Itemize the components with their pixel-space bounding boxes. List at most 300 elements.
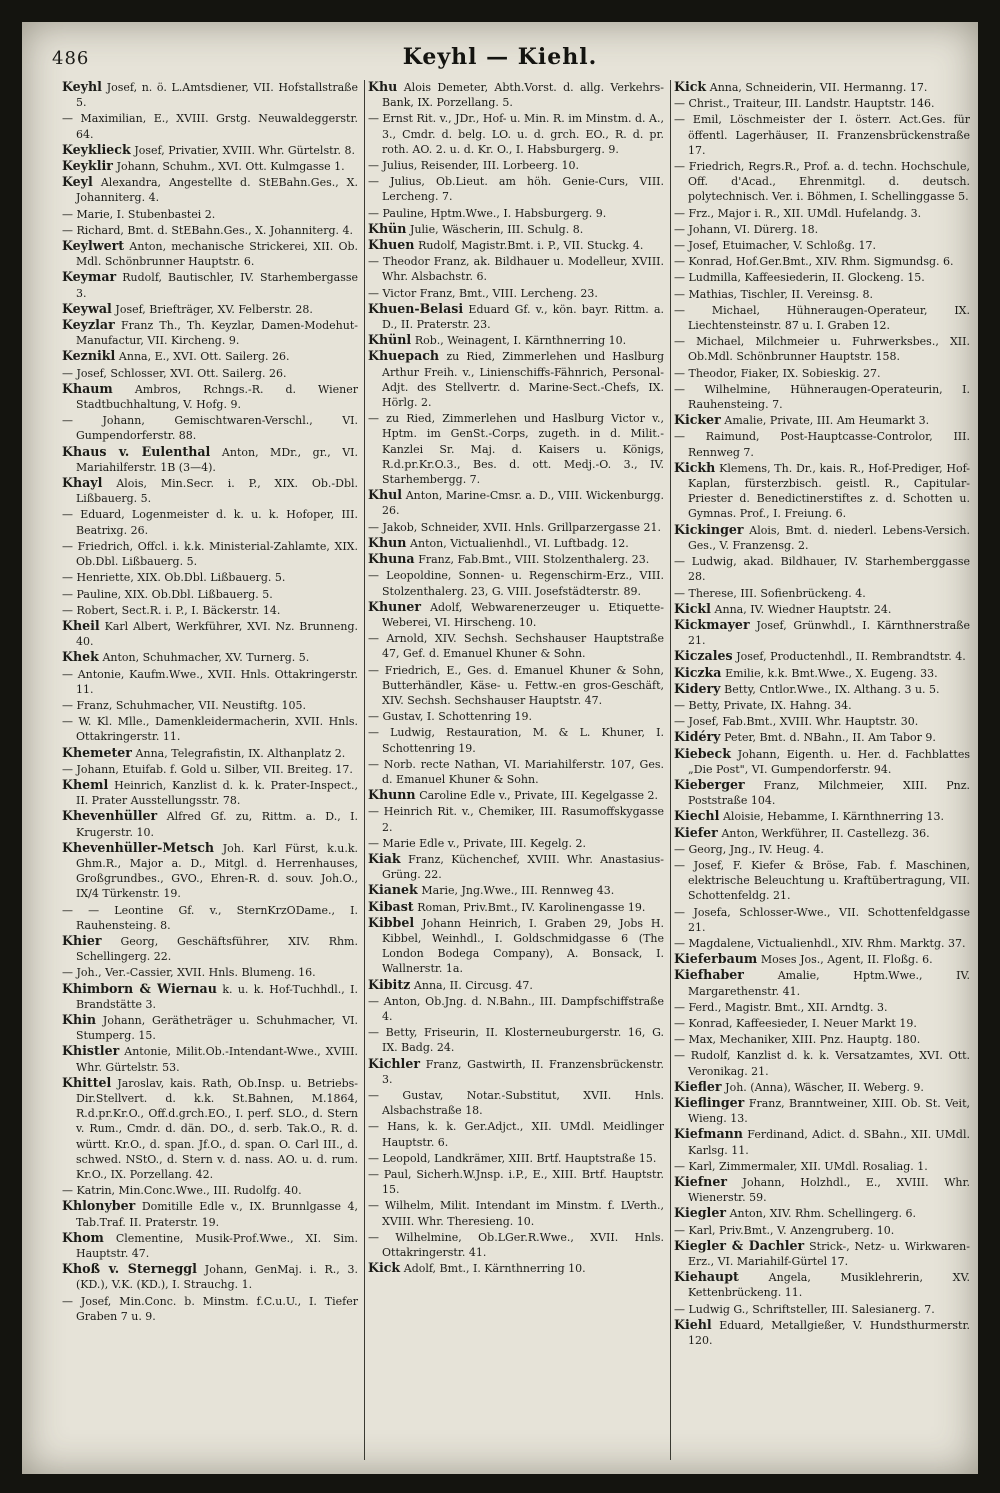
entry-details: Peter, Bmt. d. NBahn., II. Am Tabor 9.: [724, 731, 936, 745]
directory-entry: [674, 334, 970, 364]
entry-details: — Pauline, Hptm.Wwe., I. Habsburgerg. 9.: [368, 206, 607, 220]
entry-surname: Keylwert: [62, 238, 125, 254]
entry-details: — W. Kl. Mlle., Damenkleidermacherin, XVII. Hnls. Ottakringerstr. 11.: [62, 715, 358, 744]
entry-surname: Kieberger: [674, 776, 745, 792]
directory-entry: [368, 222, 664, 237]
entry-details: Johann Heinrich, I. Graben 29, Jobs H. Kibbel, Weinhdl., I. Goldschmidgasse 6 (The London Bodega Company), A. Bonsack, I. Wallnerstr. 1a.: [382, 916, 664, 976]
directory-entry: [674, 1127, 970, 1157]
directory-entry: [62, 778, 358, 808]
entry-details: Emilie, k.k. Bmt.Wwe., X. Eugeng. 33.: [725, 666, 938, 680]
entry-surname: Kickinger: [674, 521, 744, 537]
entry-surname: Kiegler: [674, 1205, 726, 1221]
directory-entry: [62, 1262, 358, 1292]
directory-entry: [674, 1239, 970, 1269]
entry-details: — Marie Edle v., Private, III. Kegelg. 2.: [368, 836, 587, 850]
entry-details: — Magdalene, Victualienhdl., XIV. Rhm. Marktg. 37.: [674, 936, 966, 950]
entry-details: Franz, Gastwirth, II. Franzensbrückenstr. 3.: [382, 1057, 664, 1086]
directory-entry: [368, 1119, 664, 1149]
entry-surname: Kickmayer: [674, 616, 750, 632]
directory-entry: [62, 223, 358, 238]
directory-entry: [368, 852, 664, 882]
entry-surname: Khu: [368, 80, 398, 94]
directory-entry: [674, 936, 970, 951]
directory-entry: [674, 413, 970, 428]
entry-details: — Theodor Franz, ak. Bildhauer u. Modelleur, XVIII. Whr. Alsbachstr. 6.: [368, 255, 664, 284]
entry-details: Johann, Holzhdl., E., XVIII. Whr. Wienerstr. 59.: [688, 1176, 970, 1205]
entry-details: — Konrad, Hof.Ger.Bmt., XIV. Rhm. Sigmundsg. 6.: [674, 255, 954, 269]
directory-entry: [62, 445, 358, 475]
entry-details: — Frz., Major i. R., XII. UMdl. Hufelandg. 3.: [674, 206, 922, 220]
directory-entry: [62, 587, 358, 602]
directory-entry: [674, 952, 970, 967]
directory-entry: [62, 318, 358, 348]
entry-surname: Keyklieck: [62, 141, 131, 157]
directory-entry: [674, 1318, 970, 1348]
directory-entry: [368, 174, 664, 204]
entry-surname: Kheil: [62, 617, 100, 633]
directory-entry: [62, 413, 358, 443]
directory-entry: [674, 826, 970, 841]
directory-entry: [62, 302, 358, 317]
entry-details: — Raimund, Post-Hauptcasse-Controlor, III. Rennweg 7.: [674, 430, 970, 459]
entry-details: — Josef, F. Kiefer & Bröse, Fab. f. Maschinen, elektrische Beleuchtung u. Kraftübertragung, VII. Schottenfeldg. 21.: [674, 858, 970, 903]
directory-entry: [62, 507, 358, 537]
entry-details: — Betty, Friseurin, II. Klosterneuburgerstr. 16, G. IX. Badg. 24.: [368, 1026, 664, 1055]
directory-entry: [62, 175, 358, 205]
directory-entry: [674, 1080, 970, 1095]
entry-details: Rudolf, Bautischler, IV. Starhembergasse 3.: [76, 271, 358, 300]
directory-entry: [368, 1088, 664, 1118]
directory-entry: [368, 238, 664, 253]
directory-entry: [368, 1167, 664, 1197]
entry-details: Anton, Victualienhdl., VI. Luftbadg. 12.: [410, 536, 629, 550]
entry-details: — Ludmilla, Kaffeesiederin, II. Glockeng. 15.: [674, 271, 925, 285]
entry-details: — Henriette, XIX. Ob.Dbl. Lißbauerg. 5.: [62, 571, 286, 585]
directory-entry: [368, 488, 664, 518]
entry-details: — Michael, Hühneraugen-Operateur, IX. Liechtensteinstr. 87 u. I. Graben 12.: [674, 303, 970, 333]
column-left: [62, 80, 358, 1460]
entry-details: — Johann, Gemischtwaren-Verschl., VI. Gumpendorferstr. 88.: [62, 414, 358, 443]
entry-details: Rob., Weinagent, I. Kärnthnerring 10.: [414, 334, 627, 348]
entry-surname: Khistler: [62, 1043, 120, 1059]
entry-surname: Keyzlar: [62, 317, 115, 333]
entry-surname: Kiefner: [674, 1174, 727, 1190]
entry-details: Johann, Eigenth. u. Her. d. Fachblattes „Die Post", VI. Gumpendorferstr. 94.: [688, 747, 970, 776]
entry-surname: Khlonyber: [62, 1198, 136, 1214]
directory-entry: [62, 366, 358, 381]
entry-surname: Kiak: [368, 850, 401, 866]
entry-surname: Kiechl: [674, 808, 720, 824]
entry-surname: Khittel: [62, 1074, 112, 1090]
entry-details: Karl Albert, Werkführer, XVI. Nz. Brunneng. 40.: [76, 619, 358, 649]
entry-surname: Kick: [368, 1260, 401, 1276]
entry-details: Rudolf, Magistr.Bmt. i. P., VII. Stuckg. 4.: [418, 239, 644, 253]
column-right: [674, 80, 970, 1460]
entry-details: — Joh., Ver.-Cassier, XVII. Hnls. Blumeng. 16.: [62, 966, 316, 980]
directory-entry: [368, 709, 664, 724]
entry-details: Clementine, Musik-Prof.Wwe., XI. Sim. Hauptstr. 47.: [76, 1231, 358, 1261]
directory-entry: [368, 333, 664, 348]
entry-details: Franz, Branntweiner, XIII. Ob. St. Veit, Wieng. 13.: [688, 1097, 970, 1126]
entry-details: Franz, Fab.Bmt., VIII. Stolzenthalerg. 23.: [418, 553, 650, 567]
directory-entry: [62, 476, 358, 506]
directory-entry: [674, 1302, 970, 1317]
entry-surname: Khevenhüller: [62, 808, 158, 824]
entry-details: Anna, E., XVI. Ott. Sailerg. 26.: [118, 350, 290, 364]
directory-entry: [368, 836, 664, 851]
entry-details: Josef, Productenhdl., II. Rembrandtstr. 4.: [736, 650, 966, 664]
column-divider: [364, 80, 365, 1460]
column-middle: [368, 80, 664, 1460]
entry-details: — Ferd., Magistr. Bmt., XII. Arndtg. 3.: [674, 1000, 888, 1014]
entry-surname: Kiczka: [674, 664, 722, 680]
entry-details: — Michael, Milchmeier u. Fuhrwerksbes., XII. Ob.Mdl. Schönbrunner Hauptstr. 158.: [674, 335, 970, 364]
directory-entry: [62, 965, 358, 980]
entry-surname: Khevenhüller-Metsch: [62, 839, 215, 855]
entry-surname: Khuen-Belasi: [368, 300, 464, 316]
directory-entry: [674, 1048, 970, 1078]
entry-details: Adolf, Webwarenerzeuger u. Etiquette-Weberei, VI. Hirscheng. 10.: [382, 600, 664, 629]
directory-entry: [62, 1199, 358, 1229]
entry-details: — Emil, Löschmeister der I. österr. Act.Ges. für öffentl. Lagerhäuser, II. Franzensbrückenstraße 17.: [674, 113, 970, 157]
directory-entry: [674, 1159, 970, 1174]
entry-details: Anton, mechanische Strickerei, XII. Ob. Mdl. Schönbrunner Hauptstr. 6.: [76, 240, 358, 269]
directory-entry: [674, 618, 970, 648]
entry-surname: Kidéry: [674, 729, 721, 745]
entry-details: k. u. k. Hof-Tuchhdl., I. Brandstätte 3.: [76, 982, 358, 1011]
directory-entry: [674, 649, 970, 664]
entry-details: Roman, Priv.Bmt., IV. Karolinengasse 19.: [417, 900, 646, 914]
entry-details: — Konrad, Kaffeesieder, I. Neuer Markt 19.: [674, 1016, 917, 1030]
directory-entry: [62, 714, 358, 744]
entry-details: — Friedrich, Offcl. i. k.k. Ministerial-Zahlamte, XIX. Ob.Dbl. Lißbauerg. 5.: [62, 539, 358, 569]
directory-entry: [674, 730, 970, 745]
entry-details: Amalie, Hptm.Wwe., IV. Margarethenstr. 41.: [688, 969, 970, 998]
directory-entry: [368, 978, 664, 993]
entry-details: Heinrich, Kanzlist d. k. k. Prater-Inspect., II. Prater Ausstellungsstr. 78.: [76, 778, 358, 808]
directory-entry: [674, 112, 970, 158]
directory-entry: [62, 1076, 358, 1182]
directory-entry: [62, 762, 358, 777]
directory-entry: [674, 554, 970, 584]
entry-surname: Kickh: [674, 459, 716, 475]
entry-details: — Maximilian, E., XVIII. Grstg. Neuwaldeggerstr. 64.: [62, 112, 358, 141]
directory-entry: [674, 222, 970, 237]
directory-entry: [674, 905, 970, 935]
entry-details: Angela, Musiklehrerin, XV. Kettenbrückeng. 11.: [688, 1271, 970, 1300]
directory-entry: [674, 270, 970, 285]
entry-details: — Josefa, Schlosser-Wwe., VII. Schottenfeldgasse 21.: [674, 905, 970, 934]
entry-details: Alois Demeter, Abth.Vorst. d. allg. Verkehrs-Bank, IX. Porzellang. 5.: [382, 81, 664, 110]
column-divider: [670, 80, 671, 1460]
entry-details: Amalie, Private, III. Am Heumarkt 3.: [724, 414, 930, 428]
entry-details: Alfred Gf. zu, Rittm. a. D., I. Krugerstr. 10.: [76, 810, 358, 839]
directory-entry: [368, 1198, 664, 1228]
entry-details: Josef, Grünwhdl., I. Kärnthnerstraße 21.: [688, 618, 970, 648]
entry-details: Josef, Privatier, XVIII. Whr. Gürtelstr. 8.: [134, 143, 356, 157]
entry-details: Alois, Min.Secr. i. P., XIX. Ob.-Dbl. Lißbauerg. 5.: [76, 477, 358, 506]
directory-entry: [62, 650, 358, 665]
entry-surname: Kidery: [674, 680, 721, 696]
entry-details: — Eduard, Logenmeister d. k. u. k. Hofoper, III. Beatrixg. 26.: [62, 508, 358, 537]
entry-details: Josef, n. ö. L.Amtsdiener, VII. Hofstallstraße 5.: [76, 81, 358, 110]
entry-details: — Karl, Zimmermaler, XII. UMdl. Rosaliag. 1.: [674, 1159, 928, 1173]
directory-entry: [674, 1000, 970, 1015]
entry-details: Alois, Bmt. d. niederl. Lebens-Versich. Ges., V. Franzensg. 2.: [688, 523, 970, 552]
entry-surname: Khunn: [368, 787, 416, 803]
entry-surname: Kiefer: [674, 824, 718, 840]
entry-details: — Therese, III. Sofienbrückeng. 4.: [674, 586, 866, 600]
entry-details: — Gustav, I. Schottenring 19.: [368, 710, 532, 724]
entry-surname: Kiegler & Dachler: [674, 1237, 805, 1253]
directory-entry: [368, 994, 664, 1024]
entry-details: — Katrin, Min.Conc.Wwe., III. Rudolfg. 40.: [62, 1184, 302, 1198]
directory-entry: [62, 80, 358, 110]
entry-surname: Kibbel: [368, 914, 415, 930]
entry-surname: Kheml: [62, 776, 109, 792]
directory-entry: [674, 842, 970, 857]
directory-entry: [62, 603, 358, 618]
entry-details: Marie, Jng.Wwe., III. Rennweg 43.: [421, 884, 615, 898]
entry-surname: Khaum: [62, 380, 113, 396]
directory-entry: [62, 382, 358, 412]
entry-details: — Antonie, Kaufm.Wwe., XVII. Hnls. Ottakringerstr. 11.: [62, 667, 358, 696]
entry-surname: Kiehaupt: [674, 1269, 739, 1285]
directory-entry: [368, 302, 664, 332]
directory-entry: [368, 757, 664, 787]
directory-entry: [62, 934, 358, 964]
directory-entry: [368, 158, 664, 173]
entry-details: Ferdinand, Adict. d. SBahn., XII. UMdl. Karlsg. 11.: [688, 1128, 970, 1157]
entry-details: Anton, XIV. Rhm. Schellingerg. 6.: [729, 1207, 917, 1221]
entry-surname: Kiefmann: [674, 1126, 743, 1142]
entry-details: — Wilhelmine, Hühneraugen-Operateurin, I. Rauhensteing. 7.: [674, 382, 970, 412]
entry-surname: Keznikl: [62, 348, 116, 364]
entry-surname: Kieflinger: [674, 1095, 745, 1110]
entry-surname: Khayl: [62, 475, 103, 491]
entry-details: — Georg, Jng., IV. Heug. 4.: [674, 842, 824, 856]
entry-details: — Leopold, Landkrämer, XIII. Brtf. Hauptstraße 15.: [368, 1151, 657, 1165]
entry-details: — Johann, VI. Dürerg. 18.: [674, 222, 819, 236]
directory-entry: [368, 600, 664, 630]
directory-entry: [674, 461, 970, 522]
entry-details: — Friedrich, E., Ges. d. Emanuel Khuner & Sohn, Butterhändler, Käse- u. Fettw.-en gros-Geschäft, XIV. Sechsh. Sechshauser Hauptstr. 47.: [368, 663, 664, 707]
directory-entry: [62, 1231, 358, 1261]
directory-entry: [674, 206, 970, 221]
entry-surname: Kibast: [368, 898, 414, 914]
directory-entry: [62, 207, 358, 222]
directory-entry: [674, 1270, 970, 1300]
directory-entry: [368, 804, 664, 834]
entry-details: — Johann, Etuifab. f. Gold u. Silber, VII. Breiteg. 17.: [62, 762, 353, 776]
entry-surname: Khimborn & Wiernau: [62, 980, 217, 996]
entry-details: Anton, Werkführer, II. Castellezg. 36.: [721, 826, 930, 840]
directory-entry: [368, 1151, 664, 1166]
directory-entry: [674, 366, 970, 381]
entry-details: — Max, Mechaniker, XIII. Pnz. Hauptg. 180.: [674, 1033, 921, 1047]
entry-surname: Khin: [62, 1011, 97, 1027]
entry-details: Anna, II. Circusg. 47.: [413, 978, 533, 992]
directory-entry: [674, 238, 970, 253]
directory-entry: [62, 841, 358, 902]
directory-entry: [368, 411, 664, 487]
entry-details: Joh. Karl Fürst, k.u.k. Ghm.R., Major a. D., Mitgl. d. Herrenhauses, Großgrundbes., GVO., Ehren-R. d. souv. Joh.O., IX/4 Türkenstr. 19.: [76, 841, 358, 901]
entry-surname: Kichler: [368, 1055, 420, 1071]
entry-details: — Richard, Bmt. d. StEBahn.Ges., X. Johanniterg. 4.: [62, 223, 353, 237]
entry-details: — Ernst Rit. v., JDr., Hof- u. Min. R. im Minstm. d. A., 3., Cmdr. d. belg. LO. u. d. grch. EO., R. d. pr. roth. AO. 2. u. d. Kr. O., I. Habsburgerg. 9.: [368, 112, 664, 156]
running-head: Keyhl — Kiehl.: [402, 44, 598, 70]
entry-details: — Paul, Sicherh.W.Jnsp. i.P., E., XIII. Brtf. Hauptstr. 15.: [368, 1168, 664, 1197]
entry-surname: Khaus v. Eulenthal: [62, 443, 211, 459]
directory-entry: [62, 270, 358, 300]
entry-details: Aloisie, Hebamme, I. Kärnthnerring 13.: [722, 810, 945, 824]
entry-details: — Gustav, Notar.-Substitut, XVII. Hnls. Alsbachstraße 18.: [368, 1089, 664, 1118]
directory-entry: [62, 1044, 358, 1074]
directory-entry: [368, 206, 664, 221]
entry-details: — Josef, Fab.Bmt., XVIII. Whr. Hauptstr. 30.: [674, 715, 919, 729]
directory-entry: [674, 303, 970, 333]
entry-details: Betty, Cntlor.Wwe., IX. Althang. 3 u. 5.: [724, 682, 940, 696]
directory-entry: [62, 1294, 358, 1324]
directory-page: [22, 22, 978, 1474]
page-number: 486: [52, 48, 90, 69]
entry-surname: Khuepach: [368, 348, 440, 364]
entry-details: — Hans, k. k. Ger.Adjct., XII. UMdl. Meidlinger Hauptstr. 6.: [368, 1120, 664, 1149]
entry-surname: Khünl: [368, 332, 412, 348]
directory-entry: [62, 349, 358, 364]
entry-details: — Ludwig, akad. Bildhauer, IV. Starhemberggasse 28.: [674, 555, 970, 584]
directory-entry: [368, 349, 664, 410]
entry-details: Domitille Edle v., IX. Brunnlgasse 4, Tab.Traf. II. Praterstr. 19.: [76, 1200, 358, 1229]
directory-entry: [674, 602, 970, 617]
directory-entry: [674, 523, 970, 553]
entry-details: Caroline Edle v., Private, III. Kegelgasse 2.: [419, 789, 658, 803]
directory-entry: [62, 1013, 358, 1043]
directory-entry: [674, 714, 970, 729]
entry-details: — Heinrich Rit. v., Chemiker, III. Rasumoffskygasse 2.: [368, 805, 664, 834]
entry-surname: Khoß v. Sterneggl: [62, 1261, 197, 1277]
directory-entry: [674, 682, 970, 697]
entry-details: Jaroslav, kais. Rath, Ob.Insp. u. Betriebs-Dir.Stellvert. d. k.k. St.Bahnen, M.1864, R.d.pr.Kr.O., Off.d.grch.EO., I. perf. SLO., d. Stern v. Rum., Cmdr. d. dän. DO., d. serb. Tak.O., R. d. württ. Kr.O., d. span. Jf.O., d. span. O. Carl III., d. schwed. NStO., d. Stern v. d. nass. AO. u. d. rum. Kr.O., IX. Porzellang. 42.: [76, 1076, 358, 1182]
entry-details: Franz Th., Th. Keyzlar, Damen-Modehut-Manufactur, VII. Kircheng. 9.: [76, 319, 358, 348]
directory-entry: [368, 254, 664, 284]
entry-details: — Robert, Sect.R. i. P., I. Bäckerstr. 14.: [62, 603, 281, 617]
entry-details: — zu Ried, Zimmerlehen und Haslburg Victor v., Hptm. im GenSt.-Corps, zugeth. in d. Milit.-Kanzlei Sr. Maj. d. Kaisers u. Königs, R.d.pr.Kr.O.3., Bes. d. ott. Medj.-O. 3., IV. Starhembergg. 7.: [368, 412, 664, 487]
entry-surname: Kiebeck: [674, 745, 731, 761]
directory-entry: [368, 725, 664, 755]
entry-surname: Kiczales: [674, 648, 733, 664]
entry-details: — Julius, Ob.Lieut. am höh. Genie-Curs, VIII. Lercheng. 7.: [368, 175, 664, 204]
entry-details: Anton, MDr., gr., VI. Mariahilferstr. 1B (3—4).: [76, 445, 358, 474]
entry-details: — Arnold, XIV. Sechsh. Sechshauser Hauptstraße 47, Gef. d. Emanuel Khuner & Sohn.: [368, 632, 664, 661]
directory-entry: [368, 286, 664, 301]
directory-entry: [62, 667, 358, 697]
entry-surname: Kick: [674, 80, 707, 94]
entry-surname: Khemeter: [62, 744, 132, 760]
directory-entry: [674, 287, 970, 302]
entry-details: — Norb. recte Nathan, VI. Mariahilferstr. 107, Ges. d. Emanuel Khuner & Sohn.: [368, 757, 664, 786]
directory-entry: [62, 746, 358, 761]
entry-surname: Kickl: [674, 600, 711, 616]
entry-details: — Jakob, Schneider, XVII. Hnls. Grillparzergasse 21.: [368, 520, 661, 534]
directory-entry: [368, 788, 664, 803]
entry-surname: Keyl: [62, 174, 93, 190]
directory-entry: [674, 159, 970, 205]
directory-entry: [368, 916, 664, 977]
entry-details: — Mathias, Tischler, II. Vereinsg. 8.: [674, 287, 874, 301]
entry-surname: Khuna: [368, 551, 415, 567]
entry-surname: Khun: [368, 534, 407, 550]
entry-details: Johann, Gerätheträger u. Schuhmacher, VI. Stumperg. 15.: [76, 1013, 358, 1043]
entry-surname: Khuner: [368, 598, 422, 614]
entry-details: — Wilhelm, Milit. Intendant im Minstm. f. LVerth., XVIII. Whr. Theresieng. 10.: [368, 1199, 664, 1228]
entry-surname: Khul: [368, 487, 403, 503]
entry-details: — Rudolf, Kanzlist d. k. k. Versatzamtes, XVI. Ott. Veronikag. 21.: [674, 1049, 970, 1078]
entry-details: Georg, Geschäftsführer, XIV. Rhm. Schellingerg. 22.: [76, 934, 358, 964]
directory-entry: [368, 536, 664, 551]
entry-surname: Keymar: [62, 269, 117, 285]
entry-surname: Kibitz: [368, 976, 411, 992]
entry-details: Franz, Küchenchef, XVIII. Whr. Anastasius-Grüng. 22.: [382, 852, 664, 882]
entry-details: — Josef, Schlosser, XVI. Ott. Sailerg. 26.: [62, 366, 287, 380]
directory-entry: [368, 1261, 664, 1276]
entry-surname: Kiefler: [674, 1078, 722, 1094]
entry-details: — Julius, Reisender, III. Lorbeerg. 10.: [368, 159, 579, 173]
entry-details: — Franz, Schuhmacher, VII. Neustiftg. 105.: [62, 698, 307, 712]
directory-entry: [62, 1183, 358, 1198]
directory-entry: [674, 809, 970, 824]
directory-entry: [674, 80, 970, 95]
entry-details: Adolf, Bmt., I. Kärnthnerring 10.: [403, 1262, 586, 1276]
directory-entry: [368, 1025, 664, 1055]
entry-details: Julie, Wäscherin, III. Schulg. 8.: [410, 222, 584, 236]
directory-entry: [674, 1223, 970, 1238]
entry-surname: Keywal: [62, 300, 112, 316]
entry-details: Ambros, Rchngs.-R. d. Wiener Stadtbuchhaltung, V. Hofg. 9.: [76, 382, 358, 412]
directory-entry: [674, 586, 970, 601]
directory-entry: [368, 900, 664, 915]
entry-details: Eduard Gf. v., kön. bayr. Rittm. a. D., II. Praterstr. 23.: [382, 302, 664, 332]
directory-entry: [62, 570, 358, 585]
entry-details: Anna, IV. Wiedner Hauptstr. 24.: [714, 602, 892, 616]
directory-entry: [674, 1175, 970, 1205]
entry-details: — Ludwig G., Schriftsteller, III. Salesianerg. 7.: [674, 1302, 935, 1316]
entry-details: — Christ., Traiteur, III. Landstr. Hauptstr. 146.: [674, 97, 935, 111]
directory-entry: [674, 968, 970, 998]
directory-entry: [62, 809, 358, 839]
entry-surname: Kicker: [674, 412, 721, 428]
entry-surname: Keyhl: [62, 80, 102, 94]
entry-details: — Anton, Ob.Jng. d. N.Bahn., III. Dampfschiffstraße 4.: [368, 994, 664, 1023]
entry-details: Anton, Schuhmacher, XV. Turnerg. 5.: [102, 651, 310, 665]
directory-entry: [368, 883, 664, 898]
directory-entry: [368, 568, 664, 598]
entry-details: — Wilhelmine, Ob.LGer.R.Wwe., XVII. Hnls. Ottakringerstr. 41.: [368, 1230, 664, 1260]
directory-entry: [62, 239, 358, 269]
directory-entry: [62, 111, 358, 141]
directory-entry: [62, 982, 358, 1012]
entry-details: Moses Jos., Agent, II. Floßg. 6.: [760, 953, 933, 967]
entry-surname: Khier: [62, 932, 102, 948]
entry-details: Anna, Schneiderin, VII. Hermanng. 17.: [709, 81, 928, 94]
entry-details: Josef, Briefträger, XV. Felberstr. 28.: [115, 302, 313, 316]
entry-details: — Leopoldine, Sonnen- u. Regenschirm-Erz., VIII. Stolzenthalerg. 23, G. VIII. Josefstädterstr. 89.: [368, 569, 664, 598]
directory-entry: [62, 698, 358, 713]
entry-details: Strick-, Netz- u. Wirkwaren-Erz., VI. Mariahilf-Gürtel 17.: [688, 1239, 970, 1269]
entry-details: — Karl, Priv.Bmt., V. Anzengruberg. 10.: [674, 1223, 895, 1237]
entry-details: — Pauline, XIX. Ob.Dbl. Lißbauerg. 5.: [62, 587, 273, 601]
directory-entry: [368, 80, 664, 110]
